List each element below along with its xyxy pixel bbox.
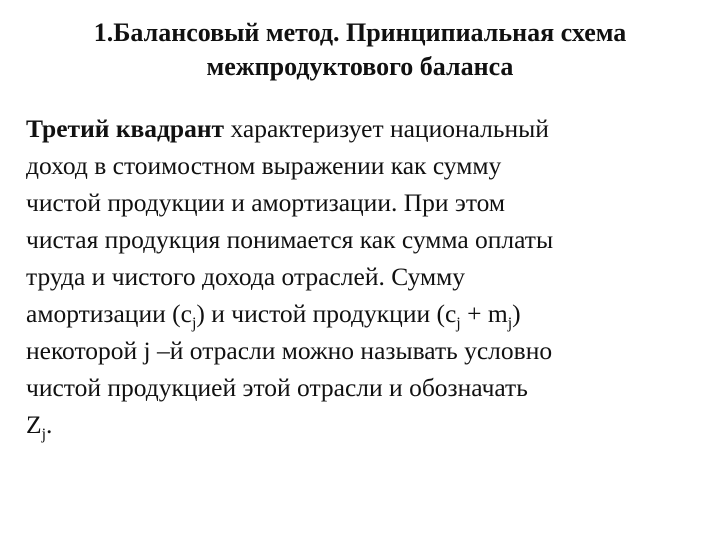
subscript: j xyxy=(191,315,197,332)
text-fragment: характеризует национальный xyxy=(224,114,549,143)
text-fragment: амортизации (c xyxy=(26,299,192,328)
subscript: j xyxy=(41,426,47,443)
text-line: некоторой j –й отрасли можно называть условно xyxy=(26,336,553,365)
text-line: чистой продукцией этой отрасли и обозначать xyxy=(26,373,528,402)
slide-title xyxy=(20,16,700,84)
text-line: труда и чистого дохода отраслей. Сумму xyxy=(26,262,466,291)
text-fragment: . xyxy=(46,410,53,439)
text-line xyxy=(26,406,706,443)
text-line: чистая продукция понимается как сумма оплаты xyxy=(26,225,554,254)
title-line-2: межпродуктового баланса xyxy=(206,52,514,81)
text-line xyxy=(26,295,706,332)
body-paragraph xyxy=(26,110,706,443)
text-fragment: Z xyxy=(26,410,42,439)
text-line: чистой продукции и амортизации. При этом xyxy=(26,188,506,217)
text-fragment: + m xyxy=(460,299,508,328)
text-fragment: ) xyxy=(512,299,521,328)
subscript: j xyxy=(507,315,513,332)
subscript: j xyxy=(456,315,461,332)
title-line-1: 1.Балансовый метод. Принципиальная схема xyxy=(93,18,627,47)
text-fragment: ) и чистой продукции (c xyxy=(196,299,457,328)
text-line: доход в стоимостном выражении как сумму xyxy=(26,151,502,180)
text-line xyxy=(26,110,706,147)
lead-term: Третий квадрант xyxy=(26,114,225,143)
